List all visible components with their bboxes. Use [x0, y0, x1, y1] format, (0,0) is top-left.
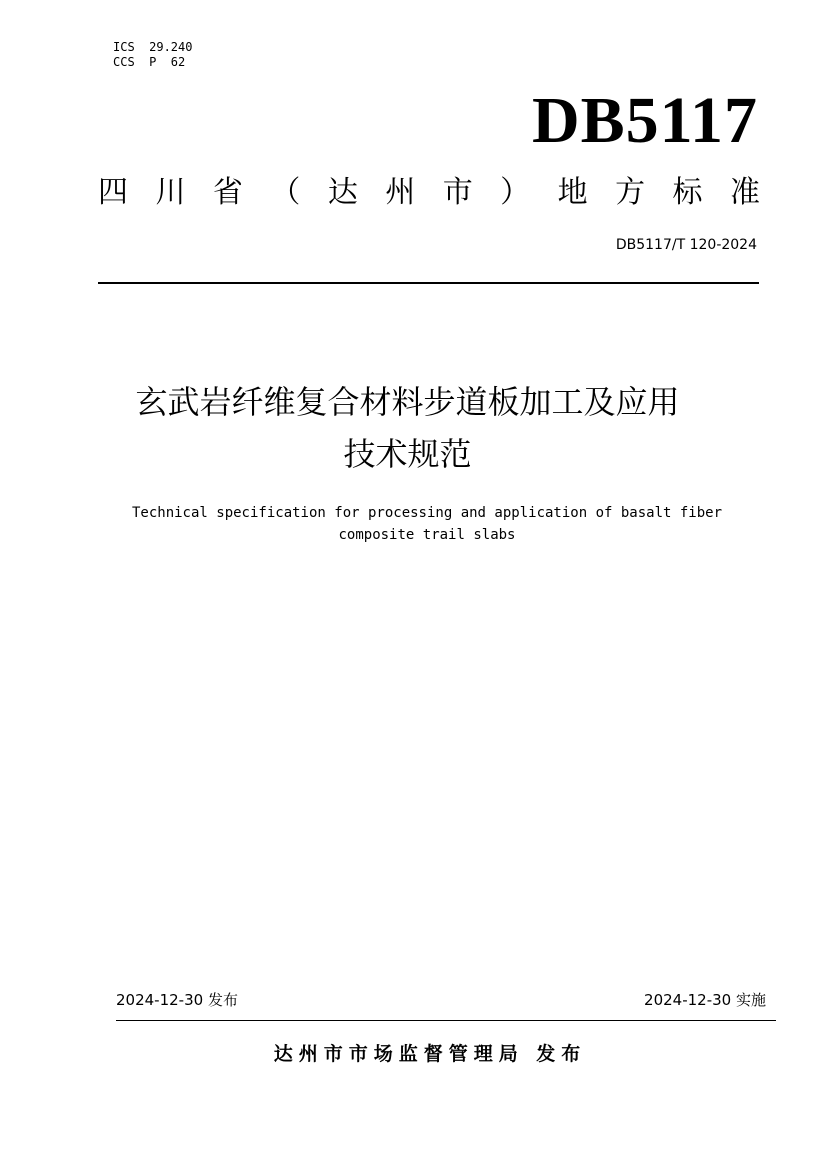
standard-type-char: 川	[155, 175, 186, 210]
standard-type-char: 标	[672, 175, 703, 210]
standard-type-char: 方	[615, 175, 646, 210]
title-chinese-line-1: 玄武岩纤维复合材料步道板加工及应用	[135, 383, 680, 421]
standard-type	[98, 172, 760, 214]
title-english-line-1: Technical specification for processing and application of basalt fiber	[131, 505, 722, 521]
title-english	[90, 502, 764, 546]
issuing-authority: 达州市市场监督管理局 发布	[273, 1043, 587, 1065]
standard-type-char: 四	[98, 175, 128, 210]
ics-code: ICS 29.240	[113, 40, 193, 54]
standard-type-char: 准	[729, 175, 760, 210]
standard-type-char: 市	[442, 175, 473, 210]
standard-type-char: （	[270, 175, 301, 210]
implementation-date: 2024-12-30 实施	[644, 991, 766, 1009]
title-chinese-line-2: 技术规范	[343, 435, 472, 473]
standard-type-char: 州	[385, 175, 416, 210]
ccs-code: CCS P 62	[113, 55, 186, 69]
header-divider	[98, 282, 759, 284]
standard-number: DB5117/T 120-2024	[615, 237, 757, 253]
footer-divider	[116, 1020, 776, 1021]
standard-type-char: 省	[212, 175, 243, 210]
issue-date: 2024-12-30 发布	[116, 991, 238, 1009]
title-chinese	[60, 376, 755, 480]
classification-codes	[113, 40, 192, 70]
standard-code: DB5117	[531, 84, 758, 157]
standard-type-char: ）	[500, 175, 531, 210]
title-english-line-2: composite trail slabs	[338, 527, 516, 543]
standard-type-char: 达	[327, 175, 358, 210]
standard-type-char: 地	[557, 175, 588, 210]
